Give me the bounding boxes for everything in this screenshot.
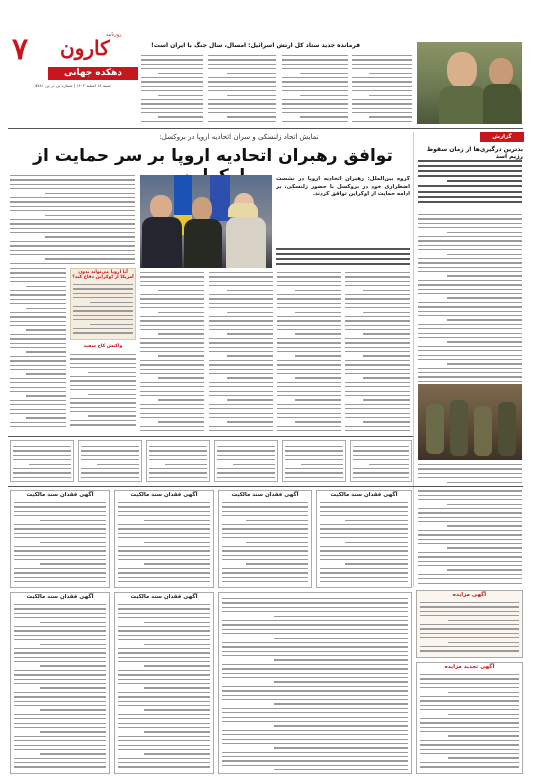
notice-right-2-title: آگهی تجدید مزایده	[444, 664, 495, 670]
main-col-right	[345, 272, 410, 432]
left-col-body	[10, 175, 135, 267]
main-lead: گروه بین‌الملل: رهبران اتحادیه اروپا در نشست اضطراری خود در بروکسل با حضور زلنسکی، بر ادامه حمایت از اوکراین توافق کردند.	[276, 176, 410, 198]
top-story-col-2	[208, 55, 276, 125]
date-line: شنبه ۱۸ اسفند ۱۴۰۳ | شماره پی در پی ۵۷۸۱	[35, 83, 111, 88]
notice-f-title: آگهی فقدان سند مالکیت	[130, 594, 198, 600]
notice-c-title: آگهی فقدان سند مالکیت	[231, 492, 299, 498]
side-lead	[418, 160, 522, 212]
main-col-left-a	[209, 272, 273, 432]
notice-right-1-title: آگهی مزایده	[452, 592, 487, 598]
main-col-mid	[277, 272, 341, 432]
page-number: ۷	[12, 32, 29, 67]
side-tag: گزارش	[492, 134, 512, 140]
main-headline: توافق رهبران اتحادیه اروپا بر سر حمایت از	[33, 146, 393, 166]
top-story-col-4	[352, 55, 412, 125]
main-lead-cont	[276, 248, 410, 268]
notice-e-title: آگهی فقدان سند مالکیت	[26, 594, 94, 600]
notice-a-title: آگهی فقدان سند مالکیت	[26, 492, 94, 498]
logo: کارون	[60, 36, 110, 60]
top-story-photo	[417, 42, 522, 124]
main-photo	[140, 175, 272, 268]
left-col-body-2	[10, 268, 66, 432]
notice-g-body	[222, 598, 408, 770]
masthead	[8, 30, 138, 90]
europe-box-body	[73, 284, 133, 338]
side-body-2	[418, 464, 522, 584]
top-story-col-1	[141, 55, 203, 125]
side-headline: بدترین درگیری‌ها از زمان سقوط رژیم اسد	[426, 146, 523, 160]
main-col-left-b	[140, 272, 204, 432]
top-story-col-3	[282, 55, 348, 125]
trump-box-body	[70, 354, 136, 432]
trump-box-title: واکنش کاخ سفید	[83, 344, 123, 349]
europe-box-title: آیا اروپا می‌تواند بدون آمریکا از اوکراین دفاع کند؟	[72, 270, 134, 280]
notice-b-title: آگهی فقدان سند مالکیت	[130, 492, 198, 498]
notice-d-title: آگهی فقدان سند مالکیت	[330, 492, 398, 498]
main-kicker: نمایش اتحاد زلنسکی و سران اتحادیه اروپا در بروکسل:	[159, 133, 319, 141]
section-title: دهکده جهانی	[63, 68, 123, 78]
side-photo	[418, 384, 522, 460]
side-body-1	[418, 214, 522, 382]
logo-sub: روزنامه	[106, 32, 122, 38]
top-story-headline: فرمانده جدید ستاد کل ارتش اسرائیل: امسال، سال جنگ با ایران است!	[150, 42, 360, 49]
